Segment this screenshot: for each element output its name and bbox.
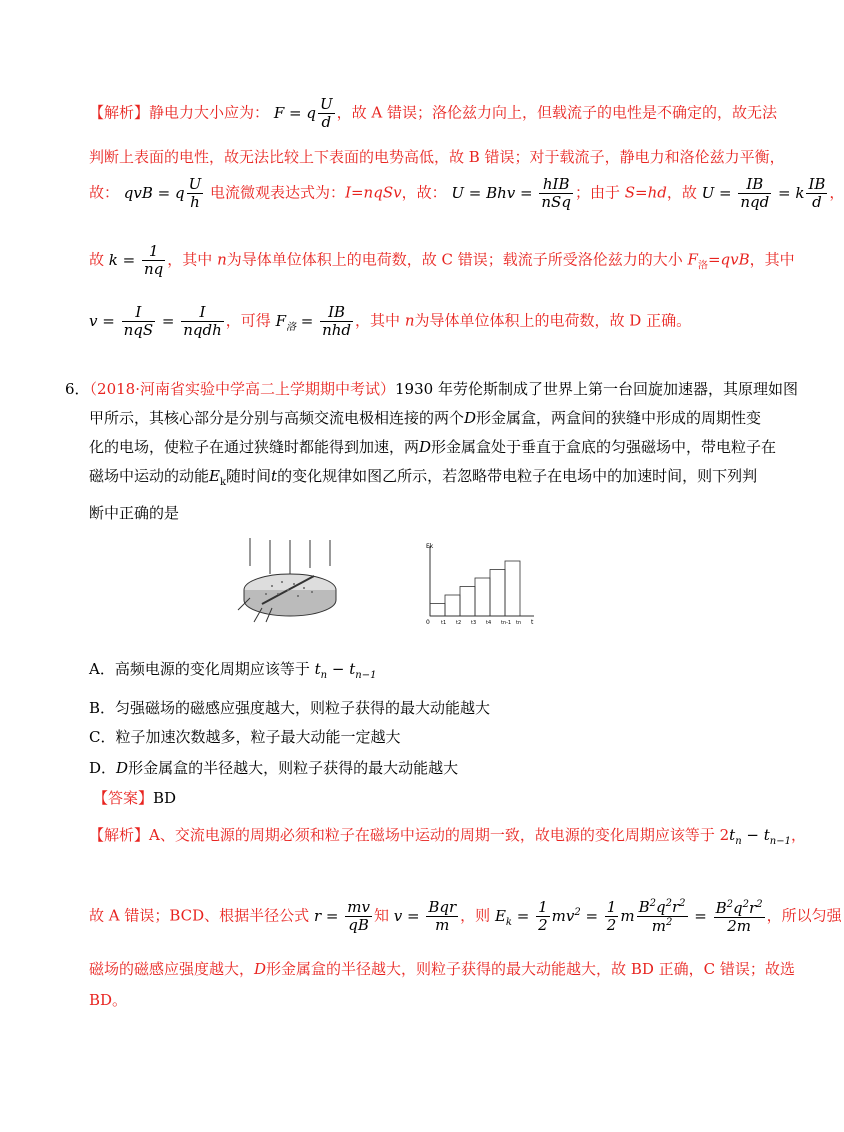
option-B[interactable]: B．匀强磁场的磁感应强度越大，则粒子获得的最大动能越大 — [89, 699, 491, 717]
question-line2: 甲所示，其核心部分是分别与高频交流电极相连接的两个D形金属盒，两盒间的狭缝中形成的周期性变 — [89, 409, 762, 427]
tick-label-t2: t2 — [456, 620, 462, 626]
ek-time-chart — [418, 540, 538, 630]
x-axis-label: t — [531, 619, 534, 626]
analysis2-line2: 故 A 错误；BCD、根据半径公式 r = $\frac{mv}{qB}$ 知 v = $\frac{\text{Bqr}}{m}$ ，则 $E_k$ = $\frac{1}{2}$ $mv^2$ = $\frac{1}{2}$ m $\frac{B^2q^2r^2}{m^2}$ = $\frac{B^2q^2r^2}{2m}$ ，所以匀强 — [89, 898, 842, 935]
tick-label-tn-1: tn-1 — [501, 620, 512, 626]
analysis1-line2: 判断上表面的电性，故无法比较上下表面的电势高低，故 B 错误；对于载流子，静电力和洛伦兹力平衡， — [89, 148, 785, 166]
answer-label: 【答案】 — [93, 789, 154, 807]
ek-step-3 — [460, 587, 475, 617]
tick-label-t1: t1 — [441, 620, 447, 626]
analysis1-line5: v = $\frac{I}{\text{nqS}}$ = $\frac{I}{\text{nqdh}}$ ，可得 $F_洛$ = $\frac{IB}{\text{nhd}}$ ，其中 n为导体单位体积上的电荷数，故 D 正确。 — [89, 303, 692, 339]
analysis2-line4: BD。 — [89, 991, 128, 1009]
ek-step-4 — [475, 578, 490, 616]
origin-label: 0 — [426, 619, 430, 626]
tick-label-t3: t3 — [471, 620, 477, 626]
ek-step-6 — [505, 561, 520, 616]
tick-label-tn: tn — [516, 620, 522, 626]
analysis1-line3: 故： qvB = q $\frac{U}{h}$ 电流微观表达式为：I=nqSv，故： U = Bhv = $\frac{\text{hIB}}{\text{nSq}}$ ；由于 S=hd，故 U = $\frac{IB}{\text{nqd}}$ = k $\frac{IB}{d}$ ， — [89, 175, 844, 211]
answer — [93, 787, 176, 808]
answer-value: BD — [153, 789, 177, 807]
question-number: 6． — [65, 380, 90, 398]
analysis2-line1: 【解析】A、交流电源的周期必须和粒子在磁场中运动的周期一致，故电源的变化周期应该等于 $2t_n - t_{n-1}$， — [89, 826, 806, 847]
ek-step-5 — [490, 570, 505, 617]
formula-F: F = q $\frac{U}{d}$ — [273, 95, 333, 131]
question-line4: 磁场中运动的动能$E_k$随时间t的变化规律如图乙所示，若忽略带电粒子在电场中的加速时间，则下列判 — [89, 467, 758, 488]
option-D[interactable]: D．D形金属盒的半径越大，则粒子获得的最大动能越大 — [89, 759, 459, 777]
y-axis-label: Ek — [426, 543, 434, 550]
ek-step-2 — [445, 595, 460, 616]
analysis1-line4: 故 k = $\frac{1}{nq}$ ，其中 n为导体单位体积上的电荷数，故 C 错误；载流子所受洛伦兹力的大小 $F_洛=qvB$，其中 — [89, 242, 795, 278]
cyclotron-figure — [232, 538, 342, 628]
option-C[interactable]: C．粒子加速次数越多，粒子最大动能一定越大 — [89, 728, 401, 746]
question-line1: 6．（2018·河南省实验中学高二上学期期中考试）1930 年劳伦斯制成了世界上第一台回旋加速器，其原理如图 — [65, 380, 798, 398]
ek-step-1 — [430, 604, 445, 617]
question-line3: 化的电场，使粒子在通过狭缝时都能得到加速，两D形金属盒处于垂直于盒底的匀强磁场中，带电粒子在 — [89, 438, 777, 456]
analysis2-line3: 磁场的磁感应强度越大，D形金属盒的半径越大，则粒子获得的最大动能越大，故 BD 正确，C 错误；故选 — [89, 960, 795, 978]
question-source: （2018·河南省实验中学高二上学期期中考试） — [89, 380, 395, 398]
tick-label-t4: t4 — [486, 620, 492, 626]
option-A[interactable]: A．高频电源的变化周期应该等于 $t_n - t_{n-1}$ — [89, 660, 377, 681]
question-line5: 断中正确的是 — [89, 504, 180, 522]
analysis1-line1: 【解析】静电力大小应为： F = q $\frac{U}{d}$ ，故 A 错误；洛伦兹力向上，但载流子的电性是不确定的，故无法 — [89, 95, 777, 131]
analysis-tag: 【解析】 — [89, 103, 150, 122]
